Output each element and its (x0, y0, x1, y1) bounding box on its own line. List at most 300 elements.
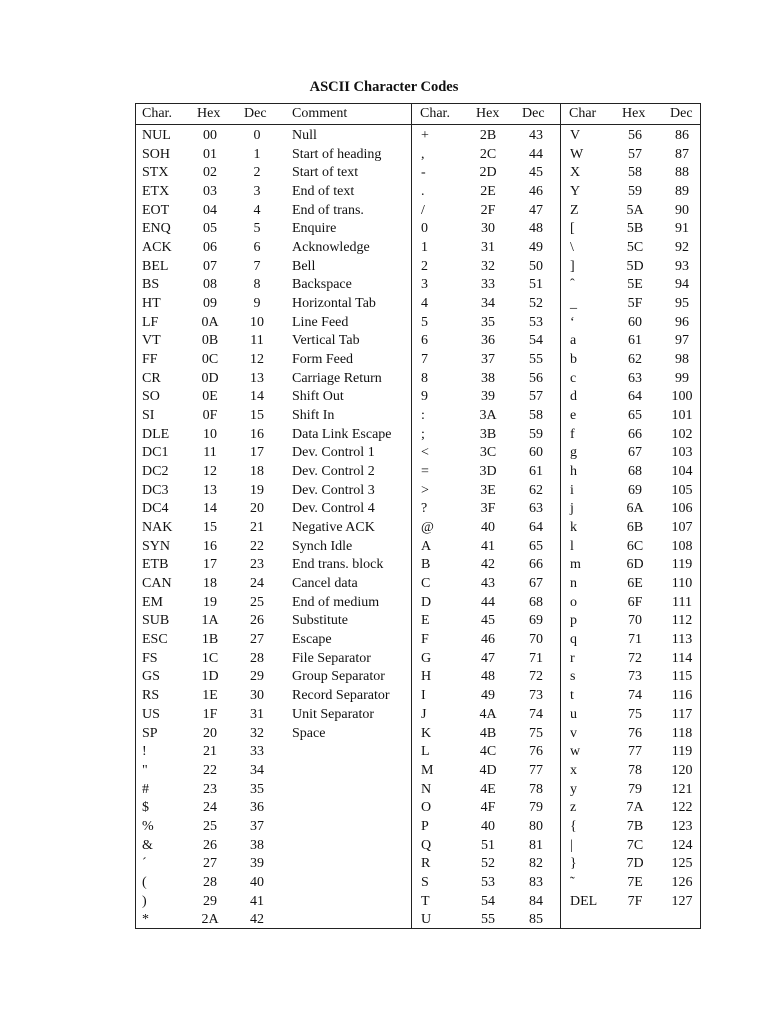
hex-cell: 6B (626, 520, 644, 536)
hex-cell: 46 (481, 632, 495, 648)
hex-cell: 4F (480, 800, 496, 816)
char-cell: SOH (142, 146, 171, 162)
char-cell: N (421, 781, 432, 797)
char-cell: ˜ (570, 874, 575, 890)
dec-cell: 33 (250, 744, 264, 760)
char-cell: ESC (142, 632, 168, 648)
char-cell: / (421, 202, 425, 218)
dec-cell: 74 (529, 706, 543, 722)
hex-cell: 24 (203, 800, 217, 816)
hex-cell: 0C (201, 352, 219, 368)
dec-cell: 65 (529, 538, 543, 554)
dec-cell: 35 (250, 781, 264, 797)
hex-cell: 64 (628, 389, 642, 405)
dec-cell: 30 (250, 688, 264, 704)
hex-cell: 3F (480, 501, 496, 517)
dec-cell: 115 (671, 669, 693, 685)
char-cell: h (570, 464, 577, 480)
dec-cell: 34 (250, 762, 264, 778)
hex-cell: 3A (479, 408, 497, 424)
dec-cell: 55 (529, 352, 543, 368)
dec-cell: 40 (250, 874, 264, 890)
hex-cell: 40 (481, 818, 495, 834)
hex-cell: 34 (481, 296, 495, 312)
dec-cell: 84 (529, 893, 543, 909)
dec-cell: 16 (250, 426, 264, 442)
char-cell: s (570, 669, 576, 685)
header-hex-1: Hex (197, 106, 221, 121)
hex-cell: 2C (479, 146, 497, 162)
hex-cell: 59 (628, 184, 642, 200)
dec-cell: 91 (675, 221, 689, 237)
char-cell: ? (421, 501, 428, 517)
hex-cell: 52 (481, 856, 495, 872)
hex-cell: 41 (481, 538, 495, 554)
char-cell: c (570, 370, 577, 386)
char-cell: z (570, 800, 577, 816)
dec-cell: 56 (529, 370, 543, 386)
hex-cell: 30 (481, 221, 495, 237)
hex-cell: 04 (203, 202, 217, 218)
header-dec-3: Dec (670, 106, 693, 121)
hex-cell: 71 (628, 632, 642, 648)
comment-cell: Synch Idle (292, 538, 353, 554)
comment-cell: Bell (292, 258, 316, 274)
comment-cell: Form Feed (292, 352, 354, 368)
hex-cell: 42 (481, 557, 495, 573)
hex-cell: 2E (480, 184, 496, 200)
header-hex-2: Hex (476, 106, 500, 121)
dec-cell: 14 (250, 389, 264, 405)
hex-cell: 7A (626, 800, 644, 816)
hex-cell: 7D (626, 856, 644, 872)
comment-cell: Dev. Control 2 (292, 464, 375, 480)
dec-cell: 92 (675, 240, 689, 256)
dec-cell: 58 (529, 408, 543, 424)
header-hex-3: Hex (622, 106, 646, 121)
char-cell: FS (142, 650, 158, 666)
hex-cell: 2F (480, 202, 496, 218)
dec-cell: 11 (250, 333, 264, 349)
hex-cell: 5D (626, 258, 644, 274)
hex-cell: 0F (202, 408, 218, 424)
char-cell: T (421, 893, 430, 909)
char-cell: " (142, 762, 148, 778)
char-cell: Z (570, 202, 579, 218)
hex-cell: 10 (203, 426, 217, 442)
comment-cell: Record Separator (292, 688, 390, 704)
dec-cell: 64 (529, 520, 543, 536)
hex-cell: 06 (203, 240, 217, 256)
comment-cell: Space (292, 725, 326, 741)
hex-cell: 5A (626, 202, 644, 218)
hex-cell: 07 (203, 258, 217, 274)
hex-cell: 00 (203, 128, 217, 143)
hex-cell: 16 (203, 538, 217, 554)
dec-cell: 43 (529, 128, 543, 143)
char-cell: 0 (421, 221, 428, 237)
header-char-3: Char (569, 106, 597, 121)
dec-cell: 51 (529, 277, 543, 293)
dec-cell: 97 (675, 333, 689, 349)
char-cell: f (570, 426, 575, 442)
hex-cell: 5E (627, 277, 643, 293)
hex-cell: 2B (479, 128, 497, 143)
dec-cell: 77 (529, 762, 543, 778)
char-cell: ´ (142, 856, 147, 872)
hex-cell: 40 (481, 520, 495, 536)
char-cell: A (421, 538, 432, 554)
dec-cell: 20 (250, 501, 264, 517)
dec-cell: 37 (250, 818, 264, 834)
hex-cell: 31 (481, 240, 495, 256)
hex-cell: 51 (481, 837, 495, 853)
char-cell: SI (142, 408, 155, 424)
char-cell: CAN (142, 576, 172, 592)
dec-cell: 108 (671, 538, 693, 554)
hex-cell: 38 (481, 370, 495, 386)
dec-cell: 70 (529, 632, 543, 648)
hex-cell: 02 (203, 165, 217, 181)
dec-cell: 86 (675, 128, 689, 143)
char-cell: ETX (142, 184, 170, 200)
dec-cell: 96 (675, 314, 689, 330)
hex-cell: 3C (479, 445, 497, 461)
char-cell: ACK (142, 240, 172, 256)
dec-cell: 88 (675, 165, 689, 181)
dec-cell: 112 (671, 613, 693, 629)
char-cell: E (421, 613, 430, 629)
hex-cell: 6E (627, 576, 643, 592)
char-cell: U (421, 912, 432, 928)
char-cell: L (421, 744, 430, 760)
char-cell: b (570, 352, 577, 368)
char-cell: V (570, 128, 581, 143)
dec-cell: 45 (529, 165, 543, 181)
dec-cell: 71 (529, 650, 543, 666)
hex-cell: 01 (203, 146, 217, 162)
dec-cell: 60 (529, 445, 543, 461)
hex-cell: 5F (627, 296, 643, 312)
char-cell: 9 (421, 389, 428, 405)
hex-cell: 4C (479, 744, 497, 760)
hex-cell: 49 (481, 688, 495, 704)
char-cell: P (421, 818, 429, 834)
dec-cell: 98 (675, 352, 689, 368)
char-cell: X (570, 165, 581, 181)
hex-cell: 18 (203, 576, 217, 592)
dec-cell: 38 (250, 837, 264, 853)
hex-cell: 3D (479, 464, 497, 480)
hex-cell: 1B (201, 632, 219, 648)
char-cell: t (570, 688, 574, 704)
hex-cell: 60 (628, 314, 642, 330)
hex-cell: 55 (481, 912, 495, 928)
char-cell: DC2 (142, 464, 169, 480)
dec-cell: 116 (671, 688, 693, 704)
dec-cell: 27 (250, 632, 264, 648)
hex-cell: 2A (201, 912, 219, 928)
char-cell: B (421, 557, 431, 573)
comment-cell: End of text (292, 184, 355, 200)
hex-cell: 21 (203, 744, 217, 760)
hex-cell: 1E (202, 688, 218, 704)
char-cell: 3 (421, 277, 428, 293)
comment-cell: Dev. Control 3 (292, 482, 375, 498)
char-cell: 1 (421, 240, 428, 256)
comment-cell: Shift Out (292, 389, 344, 405)
dec-cell: 118 (671, 725, 693, 741)
header-rule (135, 124, 701, 125)
hex-cell: 23 (203, 781, 217, 797)
hex-cell: 4A (479, 706, 497, 722)
char-cell: S (421, 874, 429, 890)
char-cell: 8 (421, 370, 428, 386)
dec-cell: 121 (671, 781, 693, 797)
comment-cell: Horizontal Tab (292, 296, 376, 312)
char-cell: G (421, 650, 432, 666)
char-cell: 4 (421, 296, 428, 312)
dec-cell: 81 (529, 837, 543, 853)
char-cell: @ (421, 520, 434, 536)
char-cell: R (421, 856, 431, 872)
char-cell: - (421, 165, 426, 181)
hex-cell: 61 (628, 333, 642, 349)
dec-cell: 95 (675, 296, 689, 312)
hex-cell: 7B (626, 818, 644, 834)
dec-cell: 46 (529, 184, 543, 200)
char-cell: M (421, 762, 434, 778)
char-cell: US (142, 706, 160, 722)
hex-cell: 29 (203, 893, 217, 909)
hex-cell: 66 (628, 426, 642, 442)
hex-cell: 0D (201, 370, 219, 386)
comment-cell: Null (292, 128, 317, 143)
dec-cell: 102 (671, 426, 693, 442)
hex-cell: 6A (626, 501, 644, 517)
comment-cell: Acknowledge (292, 240, 370, 256)
dec-cell: 119 (671, 557, 693, 573)
comment-cell: Data Link Escape (292, 426, 392, 442)
dec-cell: 17 (250, 445, 264, 461)
comment-cell: Dev. Control 1 (292, 445, 375, 461)
char-cell: SP (142, 725, 158, 741)
hex-cell: 6C (626, 538, 644, 554)
char-cell: { (570, 818, 577, 834)
hex-cell: 11 (203, 445, 217, 461)
dec-cell: 44 (529, 146, 543, 162)
column-divider-1 (411, 103, 412, 929)
char-cell: BEL (142, 258, 169, 274)
dec-cell: 105 (671, 482, 693, 498)
comment-cell: Dev. Control 4 (292, 501, 375, 517)
dec-cell: 82 (529, 856, 543, 872)
header-char-1: Char. (142, 106, 172, 121)
char-cell: ‘ (570, 314, 575, 330)
char-cell: SYN (142, 538, 171, 554)
dec-cell: 114 (671, 650, 693, 666)
char-cell: $ (142, 800, 149, 816)
dec-cell: 32 (250, 725, 264, 741)
comment-cell: End of medium (292, 594, 380, 610)
hex-cell: 12 (203, 464, 217, 480)
char-cell: n (570, 576, 577, 592)
dec-cell: 83 (529, 874, 543, 890)
dec-cell: 85 (529, 912, 543, 928)
hex-cell: 7F (627, 893, 643, 909)
dec-cell: 57 (529, 389, 543, 405)
dec-cell: 120 (671, 762, 693, 778)
char-cell: FF (142, 352, 158, 368)
hex-cell: 45 (481, 613, 495, 629)
char-cell: u (570, 706, 577, 722)
hex-cell: 7E (627, 874, 643, 890)
char-cell: j (570, 501, 574, 517)
header-comment: Comment (292, 106, 348, 121)
char-cell: . (421, 184, 425, 200)
hex-cell: 67 (628, 445, 642, 461)
dec-cell: 59 (529, 426, 543, 442)
char-cell: F (421, 632, 429, 648)
hex-cell: 70 (628, 613, 642, 629)
hex-cell: 72 (628, 650, 642, 666)
hex-cell: 35 (481, 314, 495, 330)
hex-cell: 47 (481, 650, 495, 666)
hex-cell: 4D (479, 762, 497, 778)
dec-cell: 119 (671, 744, 693, 760)
char-cell: # (142, 781, 149, 797)
comment-cell: Substitute (292, 613, 349, 629)
char-cell: o (570, 594, 577, 610)
comment-cell: Group Separator (292, 669, 385, 685)
header-dec-2: Dec (522, 106, 545, 121)
hex-cell: 0E (202, 389, 218, 405)
hex-cell: 13 (203, 482, 217, 498)
char-cell: K (421, 725, 432, 741)
dec-cell: 127 (671, 893, 693, 909)
char-cell: p (570, 613, 577, 629)
dec-cell: 21 (250, 520, 264, 536)
dec-cell: 72 (529, 669, 543, 685)
char-cell: } (570, 856, 577, 872)
char-cell: Y (570, 184, 581, 200)
comment-cell: Enquire (292, 221, 337, 237)
comment-cell: File Separator (292, 650, 371, 666)
hex-cell: 14 (203, 501, 217, 517)
comment-cell: End trans. block (292, 557, 384, 573)
hex-cell: 28 (203, 874, 217, 890)
char-cell: a (570, 333, 577, 349)
char-cell: v (570, 725, 577, 741)
dec-cell: 52 (529, 296, 543, 312)
char-cell: EOT (142, 202, 170, 218)
page-title: ASCII Character Codes (309, 79, 459, 95)
dec-cell: 80 (529, 818, 543, 834)
char-cell: 2 (421, 258, 428, 274)
dec-cell: 39 (250, 856, 264, 872)
comment-cell: Shift In (292, 408, 335, 424)
char-cell: m (570, 557, 581, 573)
char-cell: ] (570, 258, 575, 274)
comment-cell: Carriage Return (292, 370, 382, 386)
dec-cell: 47 (529, 202, 543, 218)
hex-cell: 15 (203, 520, 217, 536)
comment-cell: Backspace (292, 277, 352, 293)
char-cell: SUB (142, 613, 170, 629)
char-cell: + (421, 128, 429, 143)
char-cell: LF (142, 314, 159, 330)
dec-cell: 106 (671, 501, 693, 517)
comment-cell: Negative ACK (292, 520, 375, 536)
char-cell: [ (570, 221, 575, 237)
char-cell: C (421, 576, 431, 592)
dec-cell: 67 (529, 576, 543, 592)
dec-cell: 5 (253, 221, 261, 237)
dec-cell: 125 (671, 856, 693, 872)
hex-cell: 4E (480, 781, 496, 797)
char-cell: VT (142, 333, 161, 349)
hex-cell: 05 (203, 221, 217, 237)
hex-cell: 56 (628, 128, 642, 143)
dec-cell: 94 (675, 277, 689, 293)
dec-cell: 100 (671, 389, 693, 405)
char-cell: | (570, 837, 573, 853)
dec-cell: 19 (250, 482, 264, 498)
dec-cell: 101 (671, 408, 693, 424)
dec-cell: 49 (529, 240, 543, 256)
dec-cell: 90 (675, 202, 689, 218)
char-cell: H (421, 669, 432, 685)
dec-cell: 26 (250, 613, 264, 629)
char-cell: y (570, 781, 577, 797)
char-cell: \ (570, 240, 574, 256)
dec-cell: 117 (671, 706, 693, 722)
hex-cell: 75 (628, 706, 642, 722)
hex-cell: 1A (201, 613, 219, 629)
dec-cell: 2 (253, 165, 261, 181)
dec-cell: 61 (529, 464, 543, 480)
char-cell: = (421, 464, 429, 480)
char-cell: ETB (142, 557, 169, 573)
hex-cell: 1D (201, 669, 219, 685)
comment-cell: End of trans. (292, 202, 364, 218)
dec-cell: 110 (671, 576, 693, 592)
dec-cell: 87 (675, 146, 689, 162)
dec-cell: 1 (253, 146, 261, 162)
char-cell: * (142, 912, 149, 928)
comment-cell: Vertical Tab (292, 333, 360, 349)
dec-cell: 69 (529, 613, 543, 629)
char-cell: EM (142, 594, 163, 610)
dec-cell: 113 (671, 632, 693, 648)
dec-cell: 22 (250, 538, 264, 554)
hex-cell: 37 (481, 352, 495, 368)
dec-cell: 15 (250, 408, 264, 424)
dec-cell: 103 (671, 445, 693, 461)
dec-cell: 107 (671, 520, 693, 536)
hex-cell: 54 (481, 893, 495, 909)
hex-cell: 39 (481, 389, 495, 405)
char-cell: NAK (142, 520, 173, 536)
dec-cell: 62 (529, 482, 543, 498)
hex-cell: 69 (628, 482, 642, 498)
dec-cell: 4 (253, 202, 261, 218)
hex-cell: 57 (628, 146, 642, 162)
header-char-2: Char. (420, 106, 450, 121)
header-dec-1: Dec (244, 106, 267, 121)
char-cell: 5 (421, 314, 428, 330)
dec-cell: 78 (529, 781, 543, 797)
